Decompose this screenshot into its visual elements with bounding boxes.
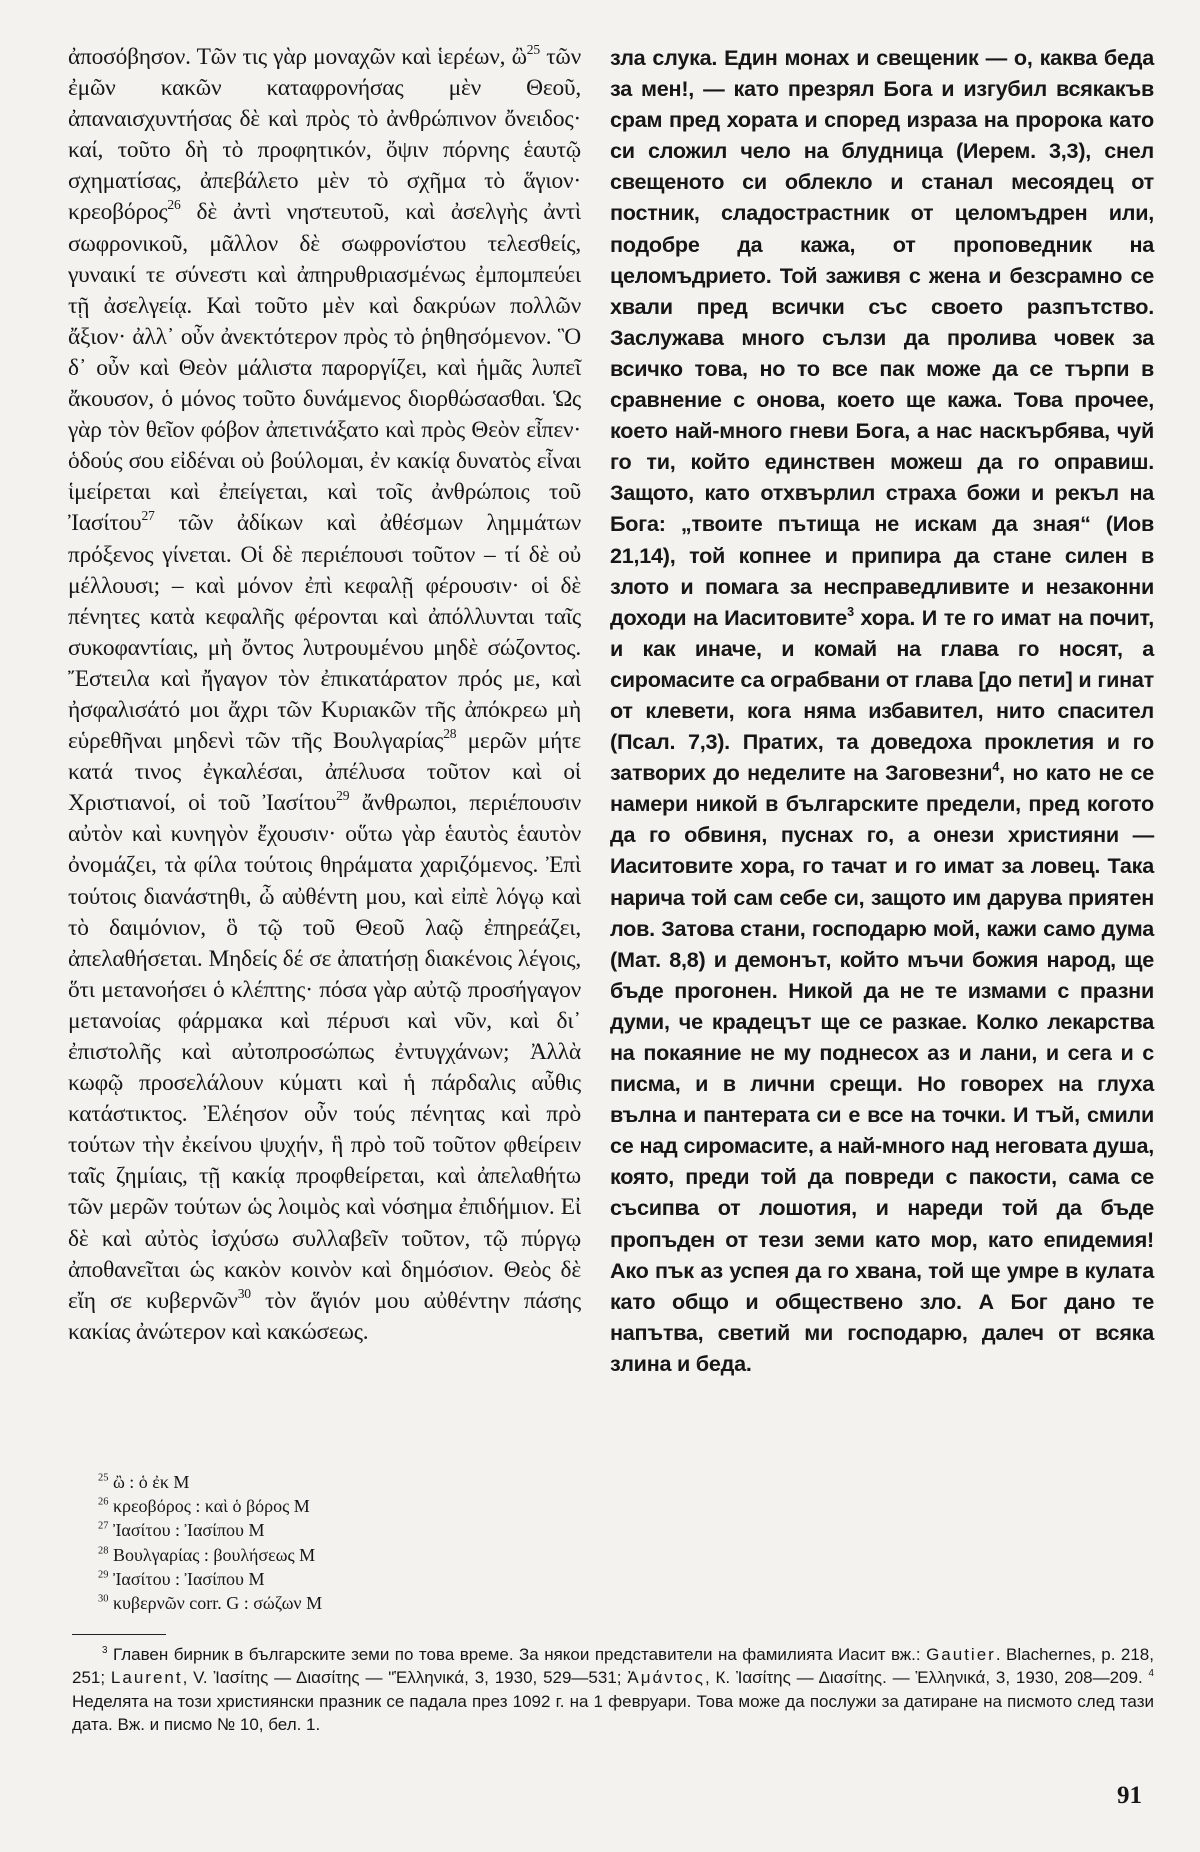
apparatus-entry: $^{26}$ κρεοβόρος : καὶ ὁ βόρος M: [98, 1496, 310, 1517]
greek-text-segment: τὸν ἅγιόν μου αὐθέντην πάσης κακίας ἀνώτερον καὶ κακώσεως.: [68, 1287, 581, 1345]
apparatus-entry: $^{28}$ Βουλγαρίας : βουλήσεως M: [98, 1544, 316, 1565]
apparatus-entry: $^{29}$ Ἰασίτου : Ἰασίπου M: [98, 1568, 265, 1589]
bulgarian-text-column: [610, 42, 1154, 1379]
bulgarian-paragraph: [610, 42, 1154, 1379]
apparatus-entry: $^{30}$ κυβερνῶν corr. G : σώζων M: [98, 1593, 323, 1614]
footnote-ref-4: 4: [992, 760, 1000, 775]
critical-apparatus: [98, 1470, 322, 1615]
footnotes: [72, 1643, 1154, 1737]
bulgarian-text-segment: хора. И те го имат на почит, и как иначе, и комай на глава го носят, а сиромасите са ограбвани от глава [до пети] и гинат от клевети, кога няма избавител, нито спасител (Псал. 7,3). Пратих, та доведоха проклетия и го затворих до неделите на Заговезни: [610, 604, 1155, 786]
apparatus-entry: $^{25}$ ὢ : ὁ ἐκ M: [98, 1472, 190, 1492]
apparatus-ref-29: 29: [336, 788, 350, 804]
footnote-3-and-4: $^3$ Главен бирник в българските земи по това време. За някои представители на фамилията Иасит вж.: Gautier. Blachernes, p. 218, 251; Laurent, V. Ἰασίτης — Διασίτης — "Ἑλληνικά, 3, 1930, 529—531; Ἀμάντος, К. Ἰασίτης — Διασίτης. — Ἑλληνικά, 3, 1930, 208—209. $^4$ Неделята на този християнски празник се падала през 1092 г. на 1 февруари. Това може да послужи за датиране на писмото след тази дата. Вж. и писмо № 10, бел. 1.: [72, 1644, 1155, 1735]
greek-text-segment: τῶν ἐμῶν κακῶν καταφρονήσας μὲν Θεοῦ, ἀπαναισχυντήσας δὲ καὶ πρὸς τὸ ἀνθρώπινον ὄνειδος· καί, τοῦτο δὴ τὸ προφητικόν, ὄψιν πόρνης ἑαυτῷ σχηματίσας, ἀπεβάλετο μὲν τὸ σχῆμα τὸ ἅγιον· κρεοβόρος: [68, 44, 581, 226]
greek-text-segment: ἀποσόβησον. Τῶν τις γὰρ μοναχῶν καὶ ἱερέων, ὢ: [68, 44, 527, 70]
greek-text-column: [68, 42, 581, 1348]
greek-text-segment: ἄνθρωποι, περιέπουσιν αὐτὸν καὶ κυνηγὸν ἔχουσιν· οὕτω γὰρ ἑαυτὸς ἑαυτὸν ὀνομάζει, τὰ φίλα τούτοις θηράματα χαριζόμενος. Ἐπὶ τούτοις διανάστηθι, ὦ αὐθέντη μου, καὶ εἰπὲ λόγῳ καὶ τὸ δαιμόνιον, ὃ τῷ τοῦ Θεοῦ λαῷ ἐπηρεάζει, ἀπελαθήσεται. Μηδείς δέ σε ἀπατήσῃ διακένοις λέγοις, ὅτι μετανοήσει ὁ κλέπτης· πόσα γὰρ αὐτῷ προσήγαγον μετανοίας φάρμακα καὶ πέρυσι καὶ νῦν, καὶ δι᾽ ἐπιστολῆς καὶ αὐτοπροσώπως ἐντυγχάνων; Ἀλλὰ κωφῷ προσελάλουν κύματι καὶ ἡ πάρδαλις αὖθις κατάστικτος. Ἐλέησον οὖν τούς πένητας καὶ πρὸ τούτων τὴν ἐκείνου ψυχήν, ἣ πρὸ τοῦ τοῦτον φθείρειν ταῖς ζημίαις, τῇ κακίᾳ προφθείρεται, καὶ ἀπελαθήτω τῶν μερῶν τούτων ὡς λοιμὸς καὶ νόσημα ἐπιδήμιον. Εἰ δὲ καὶ αὐτὸς ἰσχύσω συλλαβεῖν τοῦτον, τῷ πύργῳ ἀποθανεῖται ὡς κακὸν κοινὸν καὶ δημόσιον. Θεὸς δὲ εἴη σε κυβερνῶν: [68, 790, 581, 1314]
bulgarian-text-segment: зла слука. Един монах и свещеник — о, каква беда за мен!, — като презрял Бога и изгубил всякакъв срам пред хората и според израза на пророка като си сложил чело на блудница (Иерем. 3,3), снел свещеното си облекло и станал месоядец от постник, сладострастник от целомъдрен или, подобре да кажа, от проповедник на целомъдрието. Той заживя с жена и безсрамно се хвали пред всички със своето разпътство. Заслужава много сълзи да пролива човек за всичко това, но то все пак може да се търпи в сравнение с онова, което ще кажа. Това прочее, което най-много гневи Бога, а нас наскърбява, чуй го ти, който единствен можеш да го оправиш. Защото, като отхвърлил страха божи и рекъл на Бога: „твоите пътища не искам да зная“ (Иов 21,14), той копнее и припира да стане силен в злото и помага за несправедливите и незаконни доходи на Иаситовите: [610, 45, 1154, 630]
apparatus-entry: $^{27}$ Ἰασίτου : Ἰασίπου M: [98, 1520, 265, 1541]
apparatus-ref-26: 26: [167, 197, 181, 213]
footnote-divider: [72, 1634, 166, 1635]
apparatus-ref-25: 25: [526, 42, 540, 58]
apparatus-ref-28: 28: [443, 726, 457, 742]
greek-text-segment: δὲ ἀντὶ νηστευτοῦ, καὶ ἀσελγὴς ἀντὶ σωφρονικοῦ, μᾶλλον δὲ σωφρονίστου τελεσθείς, γυναικί τε σύνεστι καὶ ἀπηρυθριασμένως ἐμπομπεύει τῇ ἀσελγείᾳ. Καὶ τοῦτο μὲν καὶ δακρύων πολλῶν ἄξιον· ἀλλ᾽ οὖν ἀνεκτότερον πρὸς τὸ ῥηθησόμενον. Ὃ δ᾽ οὖν καὶ Θεὸν μάλιστα παροργίζει, καὶ ἡμᾶς λυπεῖ ἄκουσον, ὁ μόνος τοῦτο δυνάμενος διορθώσασθαι. Ὡς γὰρ τὸν θεῖον φόβον ἀπετινάξατο καὶ πρὸς Θεὸν εἶπεν· ὁδούς σου εἰδέναι οὐ βούλομαι, ἐν κακίᾳ δυνατὸς εἶναι ἱμείρεται καὶ ἐπείγεται, καὶ τοῖς ἀνθρώποις τοῦ Ἰασίτου: [68, 199, 581, 537]
bulgarian-text-segment: , но като не се намери никой в българските предели, пред когото да го обвиня, пуснах го, а онези християни — Иаситовите хора, го тачат и го имат за ловец. Така нарича той сам себе си, защото им дарува приятен лов. Затова стани, господарю мой, кажи само дума (Мат. 8,8) и демонът, който мъчи божия народ, ще бъде прогонен. Никой да не те измами с празни думи, че крадецът ще се разкае. Колко лекарства на покаяние не му поднесох аз и лани, и сега и с писма, и в лични срещи. Но говорех на глуха вълна и пантерата си е все на точки. И тъй, смили се над сиромасите, а най-много над неговата душа, която, преди той да повреди с пакости, сама се съсипва от лошотия, и нареди той да бъде пропъден от тези земи като мор, като епидемия! Ако пък аз успея да го хвана, той ще умре в кулата като общо и обществено зло. А Бог дано те напътва, светий ми господарю, далеч от всяка злина и беда.: [610, 760, 1154, 1376]
apparatus-ref-30: 30: [237, 1285, 251, 1301]
footnote-ref-3: 3: [847, 604, 854, 619]
page-number: 91: [1117, 1782, 1142, 1809]
greek-paragraph: [68, 42, 581, 1348]
apparatus-ref-27: 27: [141, 508, 155, 524]
greek-text-segment: τῶν ἀδίκων καὶ ἀθέσμων λημμάτων πρόξενος γίνεται. Οἱ δὲ περιέπουσι τοῦτον – τί δὲ οὐ μέλλουσι; – καὶ μόνον ἐπὶ κεφαλῇ φέρουσιν· οἱ δὲ πένητες κατὰ κεφαλῆς φέρονται καὶ ἀπόλλυνται ταῖς συκοφαντίαις, μὴ ὄντος λυτρουμένου μηδὲ σώζοντος. Ἔστειλα καὶ ἤγαγον τὸν ἐπικατάρατον πρός με, καὶ ἠσφαλισάτό μοι ἄχρι τῶν Κυριακῶν τῆς ἀπόκρεω μὴ εὑρεθῆναι μηδενὶ τῶν τῆς Βουλγαρίας: [68, 510, 581, 755]
greek-text-segment: μερῶν μήτε κατά τινος ἐγκαλέσαι, ἀπέλυσα τοῦτον καὶ οἱ Χριστιανοί, οἱ τοῦ Ἰασίτου: [68, 728, 581, 817]
